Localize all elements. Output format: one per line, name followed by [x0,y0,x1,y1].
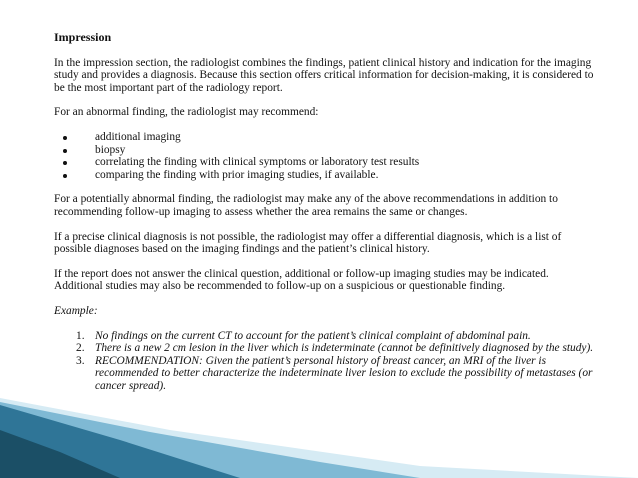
bullet-icon [63,149,67,153]
list-number: 1. [76,329,85,342]
list-item: additional imaging [54,131,594,144]
bullet-icon [63,161,67,165]
bullet-icon [63,136,67,140]
impression-section [54,31,594,392]
bullet-icon [63,174,67,178]
list-item: 1. No findings on the current CT to account for the patient’s clinical complaint of abdominal pain. [76,329,531,342]
list-item: comparing the finding with prior imaging studies, if available. [54,169,594,182]
list-number: 2. [76,342,85,355]
swoosh-mid-band [0,402,420,478]
example-list [54,330,594,393]
differential-diagnosis-paragraph: If a precise clinical diagnosis is not possible, the radiologist may offer a differential diagnosis, which is a list of possible diagnoses based on the imaging findings and the patient’s clinical history. [54,230,562,256]
recommendation-list [54,131,594,181]
intro-paragraph: In the impression section, the radiologist combines the findings, patient clinical history and indication for the imaging study and provides a diagnosis. Because this section offers critical information for decision-making, it is considered to be the most important part of the radiology report. [54,56,594,94]
section-heading: Impression [54,30,112,44]
additional-studies-paragraph: If the report does not answer the clinical question, additional or follow-up imaging studies may be indicated. Additional studies may also be recommended to follow-up on a suspicious or questionable finding. [54,267,549,293]
list-number: 3. [76,354,85,367]
swoosh-light-band [0,398,638,478]
list-item: correlating the finding with clinical symptoms or laboratory test results [54,156,594,169]
list-item: biopsy [54,144,594,157]
example-label: Example: [54,304,98,317]
potential-abnormal-paragraph: For a potentially abnormal finding, the radiologist may make any of the above recommendations in addition to recommending follow-up imaging to assess whether the area remains the same or changes. [54,193,558,218]
list-item: 2. There is a new 2 cm lesion in the liver which is indeterminate (cannot be definitively diagnosed by the study). [76,342,594,355]
swoosh-deep-band [0,430,120,478]
list-item: 3. RECOMMENDATION: Given the patient’s personal history of breast cancer, an MRI of the liver is recommended to better characterize the indeterminate liver lesion to exclude the possibility of metastases (or cancer spread). [76,354,593,392]
abnormal-finding-paragraph: For an abnormal finding, the radiologist may recommend: [54,106,319,119]
swoosh-dark-band [0,405,240,478]
